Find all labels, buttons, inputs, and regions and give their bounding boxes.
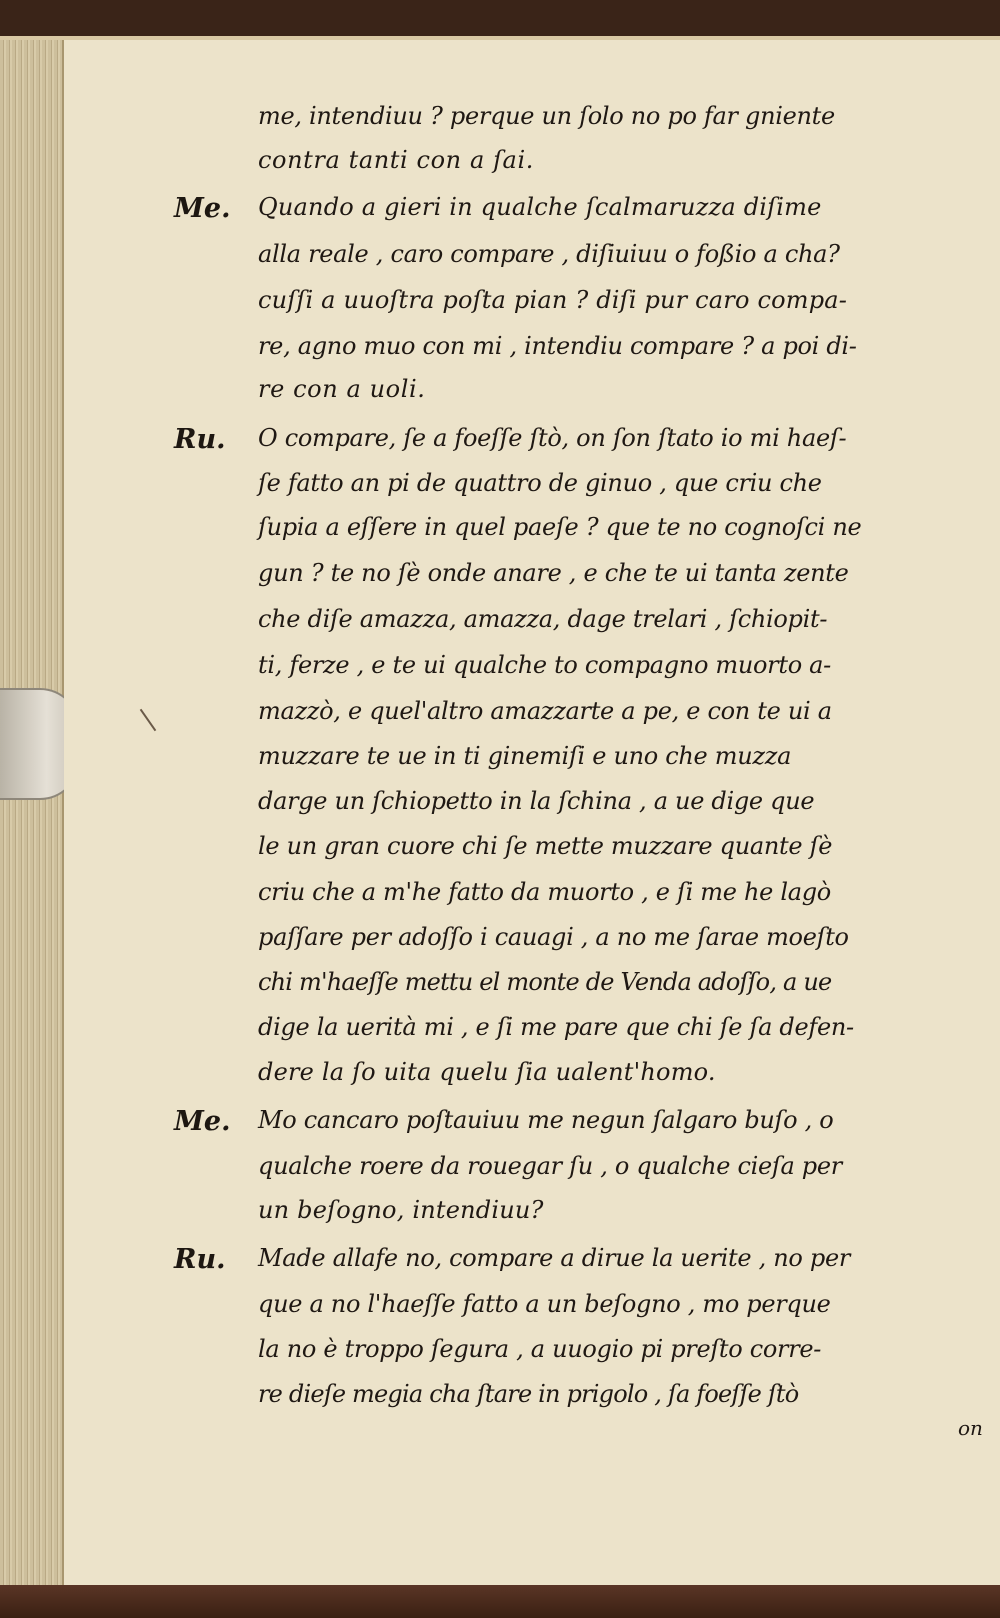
text-line: dere la ſo uita quelu ſia ualent'homo. bbox=[258, 1058, 716, 1086]
text-line: contra tanti con a ſai. bbox=[258, 146, 534, 174]
text-line: cuſſi a uuoſtra poſta pian ? diſi pur caro compa- bbox=[258, 286, 848, 314]
text-line: ti, ferze , e te ui qualche to compagno muorto a- bbox=[258, 651, 831, 679]
text-line: un beſogno, intendiuu? bbox=[258, 1196, 544, 1224]
speaker-label: Me. bbox=[174, 193, 231, 224]
text-line: muzzare te ue in ti ginemiſi e uno che muzza bbox=[258, 742, 792, 770]
text-line: que a no l'haeſſe fatto a un beſogno , mo perque bbox=[258, 1290, 831, 1318]
text-line: mazzò, e quel'altro amazzarte a pe, e con te ui a bbox=[258, 697, 832, 725]
text-line: Made allafe no, compare a dirue la uerite , no per bbox=[258, 1244, 851, 1272]
text-line: darge un ſchiopetto in la ſchina , a ue dige que bbox=[258, 787, 815, 815]
speaker-label: Ru. bbox=[174, 424, 226, 455]
text-line: Quando a gieri in qualche ſcalmaruzza diſime bbox=[258, 193, 822, 221]
text-line: le un gran cuore chi ſe mette muzzare quante ſè bbox=[258, 832, 833, 860]
speaker-label: Ru. bbox=[174, 1244, 226, 1275]
text-line: alla reale , caro compare , diſiuiuu o foßio a cha? bbox=[258, 240, 840, 268]
text-line: ſe fatto an pi de quattro de ginuo , que criu che bbox=[258, 469, 822, 497]
text-line: re dieſe megia cha ſtare in prigolo , ſa foeſſe ſtò bbox=[258, 1380, 799, 1408]
speaker-label: Me. bbox=[174, 1106, 231, 1137]
text-line: paſſare per adoſſo i cauagi , a no me ſarae moeſto bbox=[258, 923, 849, 951]
text-line: chi m'haeſſe mettu el monte de Venda adoſſo, a ue bbox=[258, 968, 832, 996]
catchword: on bbox=[958, 1416, 983, 1440]
text-line: re con a uoli. bbox=[258, 375, 426, 403]
text-line: criu che a m'he fatto da muorto , e ſi me he lagò bbox=[258, 878, 831, 906]
text-line: O compare, ſe a foeſſe ſtò, on ſon ſtato io mi haeſ- bbox=[258, 424, 847, 452]
text-line: gun ? te no ſè onde anare , e che te ui tanta zente bbox=[258, 559, 849, 587]
text-line: la no è troppo ſegura , a uuogio pi preſto corre- bbox=[258, 1335, 822, 1363]
text-line: ſupia a eſſere in quel paeſe ? que te no cognoſci ne bbox=[258, 513, 862, 541]
text-line: re, agno muo con mi , intendiu compare ? a poi di- bbox=[258, 332, 857, 360]
text-line: dige la uerità mi , e ſi me pare que chi ſe ſa defen- bbox=[258, 1013, 854, 1041]
text-line: che diſe amazza, amazza, dage trelari , ſchiopit- bbox=[258, 605, 828, 633]
text-line: qualche roere da rouegar ſu , o qualche cieſa per bbox=[258, 1152, 842, 1180]
text-line: me, intendiuu ? perque un ſolo no po far gniente bbox=[258, 102, 835, 130]
page-edges bbox=[0, 40, 64, 1585]
text-line: Mo cancaro poſtauiuu me negun ſalgaro buſo , o bbox=[258, 1106, 834, 1134]
